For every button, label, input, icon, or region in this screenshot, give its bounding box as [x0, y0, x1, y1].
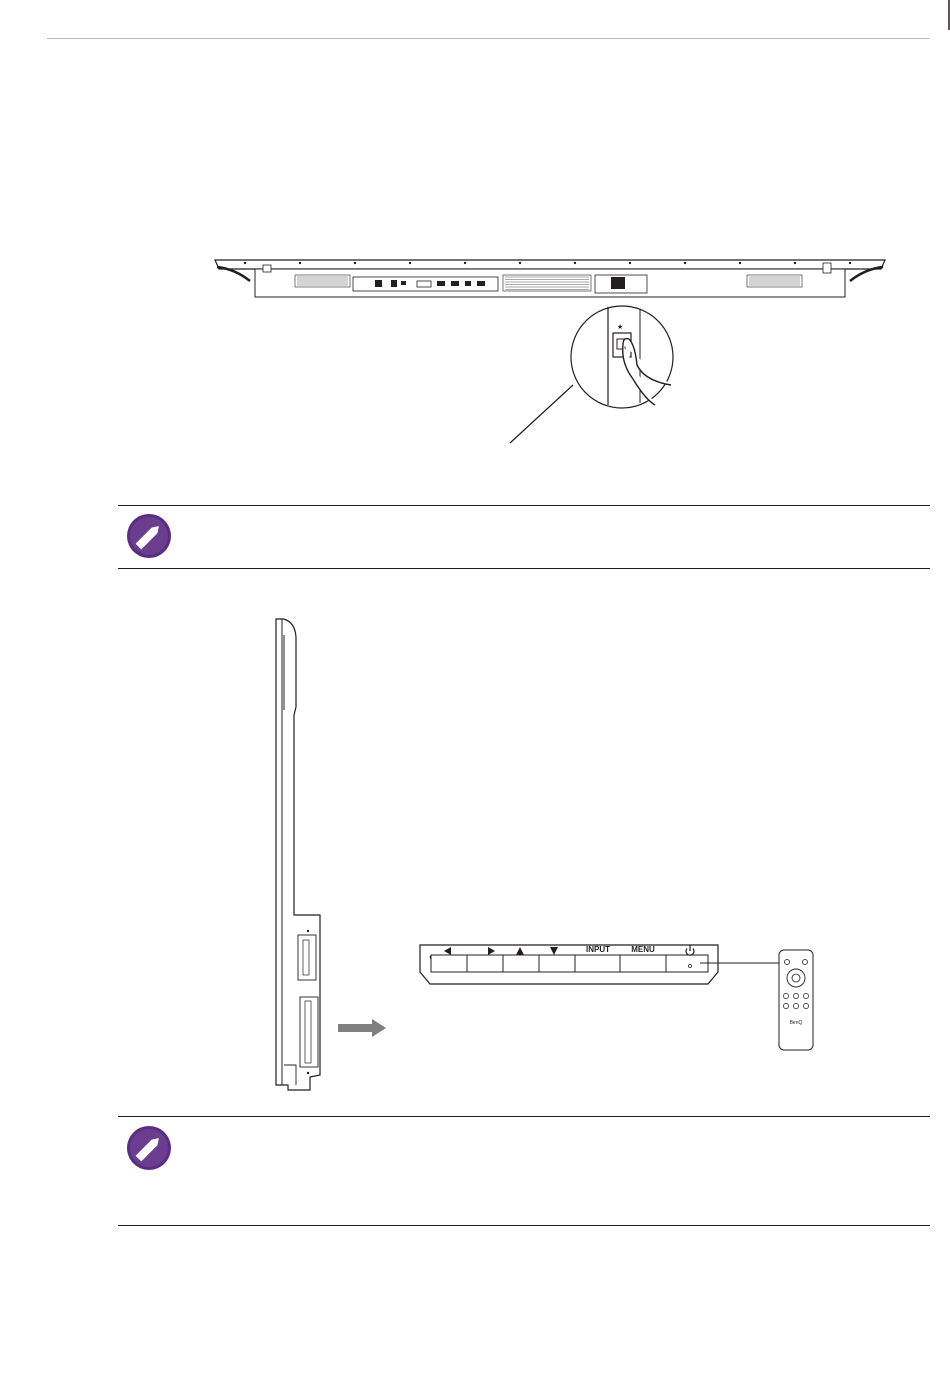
up-arrow-icon	[516, 947, 524, 955]
down-arrow-icon	[550, 947, 558, 955]
menu-button-label: MENU	[631, 945, 655, 954]
display-rear-view-illustration	[205, 245, 895, 455]
sensor-pointer-line	[700, 958, 785, 968]
note-top-rule	[118, 505, 930, 506]
right-arrow-icon	[338, 1018, 388, 1038]
note-bottom-rule	[118, 1225, 930, 1226]
header-rule	[47, 38, 930, 39]
note-bottom-rule	[118, 568, 930, 569]
power-icon	[686, 946, 694, 956]
input-button-label: INPUT	[586, 945, 610, 954]
control-panel-labels	[440, 944, 702, 958]
right-arrow-icon	[488, 947, 495, 955]
left-arrow-icon	[444, 947, 451, 955]
note-top-rule	[118, 1116, 930, 1117]
pencil-note-icon	[125, 512, 173, 560]
remote-brand-label: BenQ	[789, 1020, 803, 1026]
svg-text:★: ★	[617, 324, 624, 331]
remote-control-illustration	[776, 948, 816, 1053]
page-edge-mark	[940, 0, 950, 30]
pencil-note-icon	[125, 1124, 173, 1172]
